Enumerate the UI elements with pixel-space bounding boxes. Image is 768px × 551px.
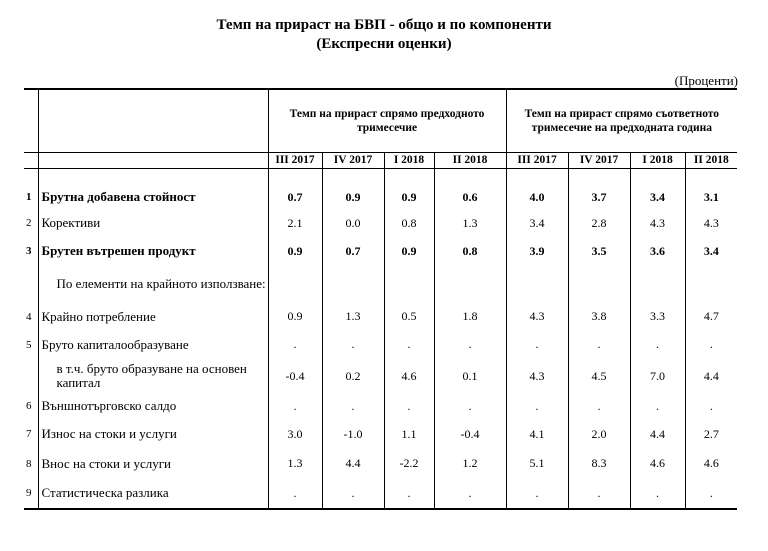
value-cell: . xyxy=(630,393,685,419)
value-cell: 4.3 xyxy=(703,215,719,230)
value-cell: 2.7 xyxy=(703,426,719,441)
value-cell: 1.3 xyxy=(322,303,384,330)
value-cell xyxy=(268,265,322,303)
period-header: III 2017 xyxy=(268,152,322,168)
value-cell: 2.0 xyxy=(568,419,630,449)
value-cell: 3.6 xyxy=(630,237,685,265)
value-cell: 0.9 xyxy=(384,237,434,265)
table-row xyxy=(24,209,737,237)
value-cell: -1.0 xyxy=(322,419,384,449)
value-cell: 0.1 xyxy=(434,359,506,393)
gdp-growth-table xyxy=(24,88,737,510)
table-row xyxy=(24,419,737,449)
value-cell: 7.0 xyxy=(630,359,685,393)
value-cell: 3.4 xyxy=(630,185,685,209)
row-index: 1 xyxy=(24,185,38,209)
value-cell: . xyxy=(568,393,630,419)
table-row xyxy=(24,478,737,509)
table-row xyxy=(24,359,737,393)
value-cell: . xyxy=(709,337,713,351)
value-cell: 0.7 xyxy=(268,185,322,209)
row-index: 5 xyxy=(24,330,38,359)
period-header: IV 2017 xyxy=(568,152,630,168)
row-label: Брутен вътрешен продукт xyxy=(38,237,268,265)
value-cell: 0.9 xyxy=(384,185,434,209)
value-cell: 4.6 xyxy=(384,359,434,393)
value-cell: . xyxy=(268,330,322,359)
value-cell: . xyxy=(322,478,384,509)
row-index: 3 xyxy=(24,237,38,265)
table-row xyxy=(24,237,737,265)
value-cell: 0.9 xyxy=(268,303,322,330)
value-cell: 8.3 xyxy=(568,449,630,478)
value-cell: 4.6 xyxy=(703,456,719,470)
value-cell: . xyxy=(709,398,713,413)
value-cell: . xyxy=(506,330,568,359)
value-cell: 4.4 xyxy=(703,368,719,383)
value-cell: . xyxy=(322,393,384,419)
value-cell: 3.3 xyxy=(630,303,685,330)
page-subtitle: (Експресни оценки) xyxy=(316,36,452,52)
row-index: 4 xyxy=(24,303,38,330)
value-cell: 4.6 xyxy=(630,449,685,478)
value-cell: 2.8 xyxy=(568,209,630,237)
value-cell: 0.0 xyxy=(322,209,384,237)
value-cell: 2.1 xyxy=(268,209,322,237)
row-label: По елементи на крайното използване: xyxy=(38,265,268,303)
period-header: I 2018 xyxy=(384,152,434,168)
header-period-row xyxy=(24,152,737,168)
row-index: 6 xyxy=(24,393,38,419)
table-row xyxy=(24,185,737,209)
table-row xyxy=(24,265,737,303)
value-cell: 0.2 xyxy=(322,359,384,393)
value-cell: 4.0 xyxy=(506,185,568,209)
value-cell: . xyxy=(506,393,568,419)
value-cell: 1.3 xyxy=(434,209,506,237)
row-label: Брутна добавена стойност xyxy=(38,185,268,209)
value-cell: 0.9 xyxy=(268,237,322,265)
value-cell: . xyxy=(268,478,322,509)
row-label: Външнотърговско салдо xyxy=(38,393,268,419)
value-cell: 4.3 xyxy=(630,209,685,237)
value-cell: 1.2 xyxy=(434,449,506,478)
value-cell: 4.5 xyxy=(568,359,630,393)
table-row xyxy=(24,303,737,330)
value-cell: 4.4 xyxy=(630,419,685,449)
value-cell: . xyxy=(630,330,685,359)
value-cell: . xyxy=(630,478,685,509)
row-index: 9 xyxy=(24,478,38,509)
row-index: 8 xyxy=(24,449,38,478)
value-cell: 3.4 xyxy=(703,243,719,258)
value-cell: . xyxy=(506,478,568,509)
row-index: 7 xyxy=(24,419,38,449)
value-cell: 3.4 xyxy=(506,209,568,237)
value-cell xyxy=(434,265,506,303)
row-index xyxy=(24,359,38,393)
row-label: в т.ч. бруто образуване на основен капитал xyxy=(38,359,268,393)
value-cell xyxy=(322,265,384,303)
value-cell: . xyxy=(322,330,384,359)
value-cell: 3.1 xyxy=(703,189,719,204)
value-cell: 4.3 xyxy=(506,303,568,330)
page-title: Темп на прираст на БВП - общо и по компоненти xyxy=(216,17,552,33)
value-cell: 0.8 xyxy=(434,237,506,265)
value-cell: 1.3 xyxy=(268,449,322,478)
value-cell: 0.7 xyxy=(322,237,384,265)
table-row xyxy=(24,330,737,359)
header-group-row xyxy=(24,89,737,152)
value-cell: 1.8 xyxy=(434,303,506,330)
value-cell: 4.7 xyxy=(703,309,719,323)
table-row xyxy=(24,449,737,478)
header-group-prev-year: Темп на прираст спрямо съответното тримесечие на предходната година xyxy=(506,89,737,152)
value-cell: 3.8 xyxy=(568,303,630,330)
table-row xyxy=(24,393,737,419)
row-label: Крайно потребление xyxy=(38,303,268,330)
value-cell: . xyxy=(434,393,506,419)
value-cell: 3.5 xyxy=(568,237,630,265)
value-cell: 4.3 xyxy=(506,359,568,393)
value-cell: -0.4 xyxy=(434,419,506,449)
value-cell: . xyxy=(384,393,434,419)
period-header: IV 2017 xyxy=(322,152,384,168)
value-cell: 0.9 xyxy=(322,185,384,209)
row-label: Износ на стоки и услуги xyxy=(38,419,268,449)
row-label: Корективи xyxy=(38,209,268,237)
value-cell: . xyxy=(568,478,630,509)
value-cell: 0.5 xyxy=(384,303,434,330)
value-cell: -0.4 xyxy=(268,359,322,393)
value-cell: . xyxy=(268,393,322,419)
value-cell: . xyxy=(685,478,737,509)
value-cell: . xyxy=(384,330,434,359)
value-cell: 5.1 xyxy=(506,449,568,478)
value-cell: -2.2 xyxy=(384,449,434,478)
value-cell: . xyxy=(384,478,434,509)
value-cell xyxy=(384,265,434,303)
row-index: 2 xyxy=(24,209,38,237)
value-cell: 4.1 xyxy=(506,419,568,449)
value-cell: 0.6 xyxy=(434,185,506,209)
header-group-prev-quarter: Темп на прираст спрямо предходното тримесечие xyxy=(268,89,506,152)
period-header: II 2018 xyxy=(434,152,506,168)
value-cell xyxy=(685,265,737,303)
period-header: II 2018 xyxy=(685,152,737,168)
value-cell: 4.4 xyxy=(322,449,384,478)
row-label: Внос на стоки и услуги xyxy=(38,449,268,478)
value-cell: 1.1 xyxy=(384,419,434,449)
value-cell: . xyxy=(434,330,506,359)
value-cell: 3.0 xyxy=(268,419,322,449)
value-cell xyxy=(630,265,685,303)
value-cell: . xyxy=(568,330,630,359)
spacer-row xyxy=(24,168,737,185)
unit-label: (Проценти) xyxy=(674,73,738,88)
value-cell: 0.8 xyxy=(384,209,434,237)
row-label: Статистическа разлика xyxy=(38,478,268,509)
value-cell: 3.9 xyxy=(506,237,568,265)
period-header: I 2018 xyxy=(630,152,685,168)
value-cell: . xyxy=(434,478,506,509)
value-cell xyxy=(568,265,630,303)
value-cell xyxy=(506,265,568,303)
period-header: III 2017 xyxy=(506,152,568,168)
row-index xyxy=(24,265,38,303)
value-cell: 3.7 xyxy=(568,185,630,209)
row-label: Бруто капиталообразуване xyxy=(38,330,268,359)
